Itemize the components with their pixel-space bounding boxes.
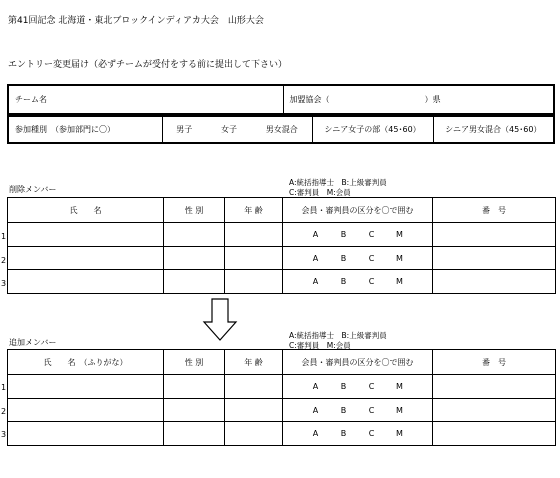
number-field[interactable] [433, 270, 556, 294]
choice-m[interactable]: M [396, 230, 403, 239]
table-row [8, 375, 556, 399]
name-field[interactable] [8, 270, 164, 294]
choice-a[interactable]: A [312, 230, 319, 239]
choice-a[interactable]: A [312, 253, 319, 263]
choice-c[interactable]: C [368, 429, 375, 438]
category-table [7, 115, 555, 144]
abcm-choice[interactable] [283, 399, 433, 422]
add-header-age: 年 齢 [225, 350, 283, 375]
delete-member-table [7, 197, 556, 294]
choice-b[interactable]: B [340, 230, 347, 239]
team-name-cell[interactable] [8, 85, 283, 114]
choice-c[interactable]: C [368, 253, 375, 263]
add-header-gender: 性 別 [164, 350, 225, 375]
choice-b[interactable]: B [340, 277, 347, 286]
choice-m[interactable]: M [396, 405, 403, 415]
delete-row-number: 3 [1, 279, 7, 288]
delete-section-title: 削除メンバー [9, 185, 57, 194]
choice-a[interactable]: A [312, 382, 319, 391]
number-field[interactable] [433, 247, 556, 270]
gender-field[interactable] [164, 399, 225, 422]
choice-b[interactable]: B [340, 382, 347, 391]
gender-field[interactable] [164, 270, 225, 294]
choice-a[interactable]: A [312, 429, 319, 438]
delete-row-number: 1 [1, 232, 7, 241]
choice-b[interactable]: B [340, 405, 347, 415]
age-field[interactable] [225, 375, 283, 399]
add-member-table [7, 349, 556, 446]
category-female[interactable]: 女子 [206, 116, 252, 143]
number-field[interactable] [433, 399, 556, 422]
abcm-choice[interactable] [283, 422, 433, 446]
age-field[interactable] [225, 223, 283, 247]
number-field[interactable] [433, 223, 556, 247]
legend-line1-add: A:統括指導士 B:上級審判員 [289, 331, 387, 340]
category-label: 参加種別 （参加部門に〇） [8, 116, 162, 143]
team-info-table [7, 84, 555, 115]
number-field[interactable] [433, 375, 556, 399]
table-row [8, 399, 556, 422]
choice-m[interactable]: M [396, 253, 403, 263]
legend-line1: A:統括指導士 B:上級審判員 [289, 178, 387, 187]
delete-header-category: 会員・審判員の区分を〇で囲む [283, 198, 433, 223]
legend-line2: C:審判員 M:会員 [289, 188, 351, 197]
form-title: エントリー変更届け（必ずチームが受付をする前に提出して下さい） [8, 60, 288, 70]
name-field[interactable] [8, 247, 164, 270]
delete-header-age: 年 齢 [225, 198, 283, 223]
choice-a[interactable]: A [312, 277, 319, 286]
age-field[interactable] [225, 247, 283, 270]
table-row [8, 422, 556, 446]
choice-b[interactable]: B [340, 429, 347, 438]
down-arrow-icon [202, 298, 238, 342]
choice-c[interactable]: C [368, 277, 375, 286]
name-field[interactable] [8, 375, 164, 399]
association-label: 加盟協会（ [289, 95, 330, 104]
delete-header-gender: 性 別 [164, 198, 225, 223]
choice-c[interactable]: C [368, 382, 375, 391]
age-field[interactable] [225, 270, 283, 294]
abcm-choice[interactable] [283, 223, 433, 247]
add-header-number: 番 号 [433, 350, 556, 375]
choice-c[interactable]: C [368, 405, 375, 415]
add-row-number: 2 [1, 407, 7, 416]
abcm-choice[interactable] [283, 247, 433, 270]
age-field[interactable] [225, 422, 283, 446]
category-male[interactable]: 男子 [162, 116, 206, 143]
delete-header-number: 番 号 [433, 198, 556, 223]
gender-field[interactable] [164, 375, 225, 399]
category-mixed[interactable]: 男女混合 [252, 116, 312, 143]
name-field[interactable] [8, 422, 164, 446]
delete-header-name: 氏 名 [8, 198, 164, 223]
page-title: 第41回記念 北海道・東北ブロックインディアカ大会 山形大会 [8, 16, 264, 26]
choice-a[interactable]: A [312, 405, 319, 415]
table-row [8, 270, 556, 294]
category-senior-mixed[interactable]: シニア男女混合（45･60） [433, 116, 554, 143]
name-field[interactable] [8, 399, 164, 422]
name-field[interactable] [8, 223, 164, 247]
age-field[interactable] [225, 399, 283, 422]
number-field[interactable] [433, 422, 556, 446]
choice-b[interactable]: B [340, 253, 347, 263]
table-row [8, 223, 556, 247]
legend-line2-add: C:審判員 M:会員 [289, 341, 351, 350]
gender-field[interactable] [164, 247, 225, 270]
choice-m[interactable]: M [396, 382, 403, 391]
add-header-name: 氏 名 （ふりがな） [8, 350, 164, 375]
abcm-choice[interactable] [283, 375, 433, 399]
association-suffix: ）県 [424, 95, 441, 104]
category-senior-female[interactable]: シニア女子の部（45･60） [312, 116, 433, 143]
delete-row-number: 2 [1, 256, 7, 265]
add-row-number: 1 [1, 383, 7, 392]
choice-m[interactable]: M [396, 429, 403, 438]
add-row-number: 3 [1, 430, 7, 439]
table-row [8, 247, 556, 270]
add-header-category: 会員・審判員の区分を〇で囲む [283, 350, 433, 375]
choice-m[interactable]: M [396, 277, 403, 286]
gender-field[interactable] [164, 422, 225, 446]
abcm-choice[interactable] [283, 270, 433, 294]
team-name-label: チーム名 [15, 95, 47, 104]
gender-field[interactable] [164, 223, 225, 247]
association-cell[interactable] [283, 85, 554, 114]
add-section-title: 追加メンバー [9, 338, 57, 347]
choice-c[interactable]: C [368, 230, 375, 239]
